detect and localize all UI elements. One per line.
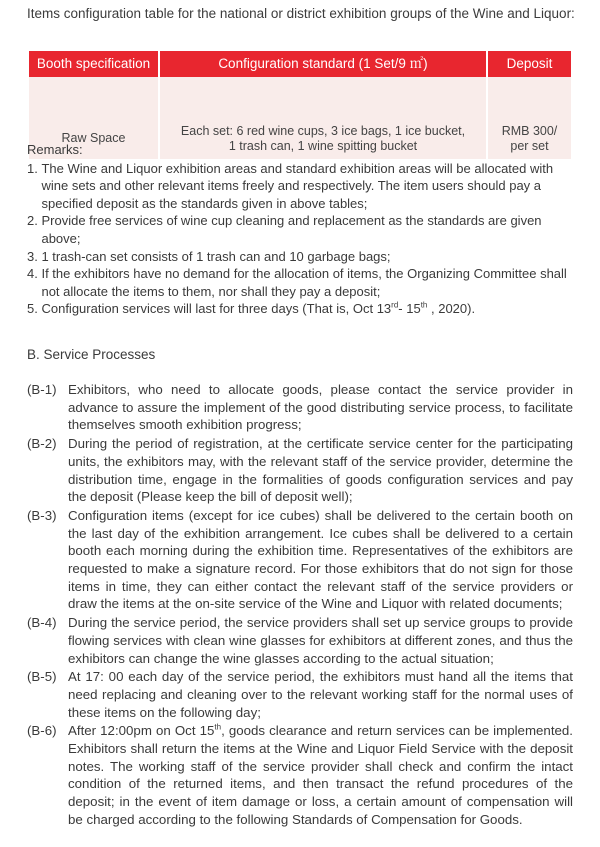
intro-text: Items configuration table for the national or district exhibition groups of the Wine and Liquor: [27, 6, 575, 21]
process-text: During the service period, the service providers shall set up service groups to provide flowing services with clean wine glasses for exhibitors at different zones, and thus the exhibitors can change the wine glasses according to the actual situation; [68, 615, 573, 666]
remark-text: The Wine and Liquor exhibition areas and standard exhibition areas will be allocated with wine sets and other relevant items freely and respectively. The item users should pay a specified deposit as the standards given in above tables; [41, 160, 554, 211]
remark-text: Provide free services of wine cup cleaning and replacement as the standards are given above; [41, 213, 542, 246]
process-number: (B-4) [27, 615, 57, 631]
remark-text-part: Configuration services will last for three days (That is, Oct 13 [41, 301, 392, 317]
process-text: During the period of registration, at the certificate service center for the participating units, the exhibitors may, with the relevant staff of the service provider, determine the distribution time, engage in the formalities of goods configuration services and pay the deposit (Please keep the bill of deposit well); [68, 436, 573, 505]
list-item [27, 435, 573, 506]
remarks-title: Remarks: [27, 142, 83, 157]
remark-text [41, 300, 575, 318]
process-text-part: After 12:00pm on Oct 15 [68, 723, 215, 739]
header-deposit: Deposit [488, 51, 571, 77]
superscript: th [214, 722, 222, 732]
remark-number: 2. [27, 213, 38, 229]
remark-number: 5. [27, 301, 38, 317]
table-header-row [29, 51, 571, 77]
cell-booth: Raw Space [29, 118, 158, 159]
config-line-1: Each set: 6 red wine cups, 3 ice bags, 1 ice bucket, [180, 123, 466, 138]
process-text: Exhibitors, who need to allocate goods, please contact the service provider in advance to assure the implement of the good distributing service process, to facilitate themselves smooth exhibition progress; [68, 382, 573, 433]
process-number: (B-3) [27, 507, 57, 523]
list-item [27, 614, 573, 667]
process-number: (B-6) [27, 723, 57, 739]
list-item [27, 300, 575, 318]
list-item [27, 507, 573, 613]
process-text: Configuration items (except for ice cubes) shall be delivered to the certain booth on the last day of the exhibition arrangement. Ice cubes shall be delivered to a certain booth each morning during the exhibition time. Representatives of the exhibitors are requested to make a signature record. For those exhibitors that do not sign for those items in time, they can either contact the relevant staff of the service providers or draw the items at the on-site service of the Wine and Liquor with related documents; [68, 507, 573, 612]
list-item [27, 265, 575, 300]
remark-text-part: , 2020). [427, 301, 476, 317]
list-item [27, 248, 575, 266]
superscript: th [420, 301, 428, 311]
service-processes [27, 381, 573, 830]
list-item [27, 668, 573, 721]
list-item [27, 722, 573, 828]
remark-text: 1 trash-can set consists of 1 trash can and 10 garbage bags; [41, 248, 391, 264]
remark-number: 4. [27, 266, 38, 282]
remark-number: 3. [27, 248, 38, 264]
list-item [27, 212, 575, 247]
process-text-part: , goods clearance and return services can be implemented. Exhibitors shall return the items at the Wine and Liquor Field Service with the deposit notes. The working staff of the service provider shall check and confirm the intact condition of the returned items, and then transact the refund procedures of the deposit; in the event of item damage or loss, a certain amount of compensation will be charged according to the following Standards of Compensation for Goods. [68, 723, 573, 827]
remark-text-part: - 15 [398, 301, 421, 317]
process-text: At 17: 00 each day of the service period, the exhibitors must hand all the items that need replacing and cleaning over to the relevant working staff for the normal uses of these items on the following day; [68, 669, 573, 720]
process-number: (B-1) [27, 382, 57, 397]
deposit-line-2: per set [510, 138, 549, 153]
process-number: (B-2) [27, 436, 57, 452]
section-title: B. Service Processes [27, 347, 156, 362]
header-booth-specification: Booth specification [29, 51, 158, 77]
remark-number: 1. [27, 160, 38, 176]
process-number: (B-5) [27, 669, 57, 685]
header-configuration-standard: Configuration standard (1 Set/9 ㎡) [160, 51, 486, 77]
process-text [68, 722, 573, 828]
deposit-line-1: RMB 300/ [501, 123, 558, 138]
config-line-2: 1 trash can, 1 wine spitting bucket [228, 138, 418, 153]
superscript: rd [391, 301, 399, 311]
list-item [27, 381, 573, 434]
remark-text: If the exhibitors have no demand for the allocation of items, the Organizing Committee shall not allocate the items to them, nor shall they pay a deposit; [41, 266, 567, 299]
list-item [27, 160, 575, 213]
